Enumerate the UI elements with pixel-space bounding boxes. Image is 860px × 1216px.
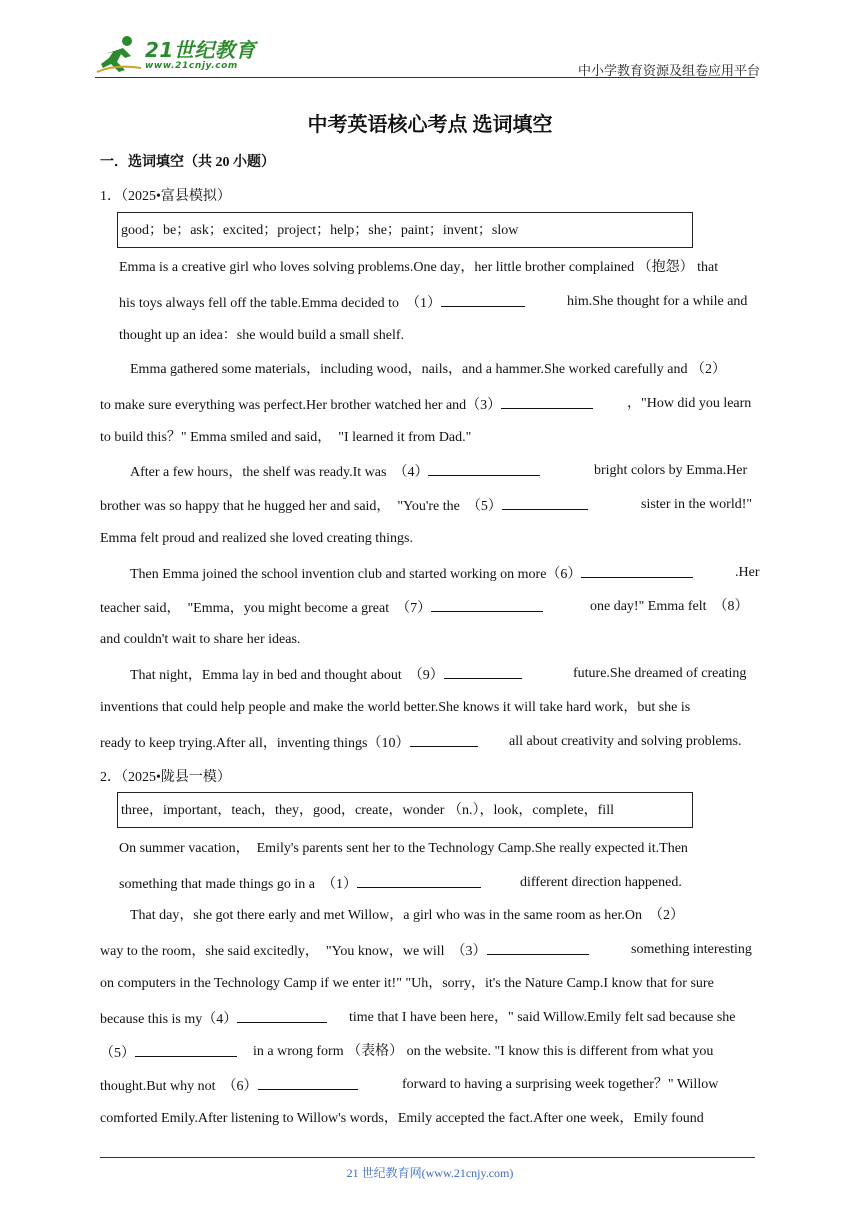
q1-line: inventions that could help people and make the world better.She knows it will take hard work，but she is	[100, 700, 691, 715]
q2-line: forward to having a surprising week together？" Willow	[402, 1077, 719, 1092]
question-2-word-bank: three，important，teach，they，good，create，wonder （n.），look，complete，fill	[117, 792, 693, 828]
q1-line: Emma gathered some materials，including wood，nails，and a hammer.She worked carefully and （2）	[130, 362, 727, 377]
q1-line: bright colors by Emma.Her	[594, 463, 748, 478]
q1-line: sister in the world!"	[641, 497, 753, 512]
blank-5[interactable]	[135, 1042, 237, 1057]
blank-3[interactable]	[501, 394, 593, 409]
logo	[95, 34, 265, 74]
q1-line: teacher said， "Emma，you might become a great （7）	[100, 597, 543, 619]
blank-1[interactable]	[441, 292, 525, 307]
q1-line: That night，Emma lay in bed and thought about （9）	[130, 664, 522, 686]
q1-line: to make sure everything was perfect.Her brother watched her and（3）	[100, 394, 593, 416]
blank-4[interactable]	[237, 1008, 327, 1023]
q2-line: time that I have been here，" said Willow.Emily felt sad because she	[349, 1010, 736, 1025]
blank-4[interactable]	[428, 461, 540, 476]
q1-line: .Her	[735, 565, 760, 580]
q1-line: ，"How did you learn	[627, 396, 752, 411]
q1-line: future.She dreamed of creating	[573, 666, 747, 681]
q2-line: thought.But why not （6）	[100, 1075, 358, 1097]
blank-10[interactable]	[410, 732, 478, 747]
platform-name: 中小学教育资源及组卷应用平台	[577, 63, 760, 78]
q2-line: （5）	[100, 1042, 237, 1064]
q1-line: Emma felt proud and realized she loved creating things.	[100, 531, 413, 546]
q2-line: because this is my（4）	[100, 1008, 327, 1030]
q2-line: comforted Emily.After listening to Willow's words，Emily accepted the fact.After one week，Emily found	[100, 1111, 704, 1126]
question-2-label: 2．（2025•陇县一模）	[100, 770, 231, 785]
q1-line: and couldn't wait to share her ideas.	[100, 632, 301, 647]
q2-line: On summer vacation， Emily's parents sent her to the Technology Camp.She really expected it.Then	[119, 841, 688, 856]
q1-line: Emma is a creative girl who loves solving problems.One day，her little brother complained （抱怨） that	[119, 260, 719, 275]
runner-logo-icon	[95, 34, 143, 74]
q1-line: one day!" Emma felt （8）	[590, 599, 749, 614]
q1-line: him.She thought for a while and	[567, 294, 748, 309]
q2-line: in a wrong form （表格） on the website. "I know this is different from what you	[253, 1044, 714, 1059]
page-title: 中考英语核心考点 选词填空	[307, 114, 553, 136]
q1-line: thought up an idea：she would build a small shelf.	[119, 328, 405, 343]
question-1-label: 1．（2025•富县模拟）	[100, 189, 231, 204]
q1-line: to build this？" Emma smiled and said， "I learned it from Dad."	[100, 430, 472, 445]
page-header	[95, 30, 760, 78]
blank-3[interactable]	[487, 940, 589, 955]
blank-9[interactable]	[444, 664, 522, 679]
q1-line: ready to keep trying.After all，inventing things（10）	[100, 732, 478, 754]
blank-1[interactable]	[357, 873, 481, 888]
question-1-word-bank: good；be；ask；excited；project；help；she；paint；invent；slow	[117, 212, 693, 248]
blank-5[interactable]	[502, 495, 588, 510]
header-divider	[95, 77, 755, 78]
section-heading: 一．选词填空（共 20 小题）	[100, 155, 275, 170]
q2-line: on computers in the Technology Camp if we enter it!" "Uh，sorry，it's the Nature Camp.I know that for sure	[100, 976, 714, 991]
blank-6[interactable]	[258, 1075, 358, 1090]
q1-line: all about creativity and solving problems.	[509, 734, 742, 749]
blank-7[interactable]	[431, 597, 543, 612]
q2-line: different direction happened.	[520, 875, 682, 890]
q2-line: way to the room，she said excitedly， "You know，we will （3）	[100, 940, 589, 962]
q1-line: brother was so happy that he hugged her and said， "You're the （5）	[100, 495, 588, 517]
q1-line: his toys always fell off the table.Emma decided to （1）	[119, 292, 525, 314]
q1-line: After a few hours，the shelf was ready.It was （4）	[130, 461, 540, 483]
q2-line: something interesting	[631, 942, 752, 957]
footer-divider	[100, 1157, 755, 1158]
logo-text: 21世纪教育	[145, 38, 256, 62]
q2-line: something that made things go in a （1）	[119, 873, 481, 895]
blank-6[interactable]	[581, 563, 693, 578]
logo-url: www.21cnjy.com	[145, 61, 238, 71]
footer-link[interactable]: 21 世纪教育网(www.21cnjy.com)	[346, 1166, 514, 1180]
q1-line: Then Emma joined the school invention club and started working on more（6）	[130, 563, 693, 585]
q2-line: That day，she got there early and met Willow，a girl who was in the same room as her.On （2）	[130, 908, 684, 923]
